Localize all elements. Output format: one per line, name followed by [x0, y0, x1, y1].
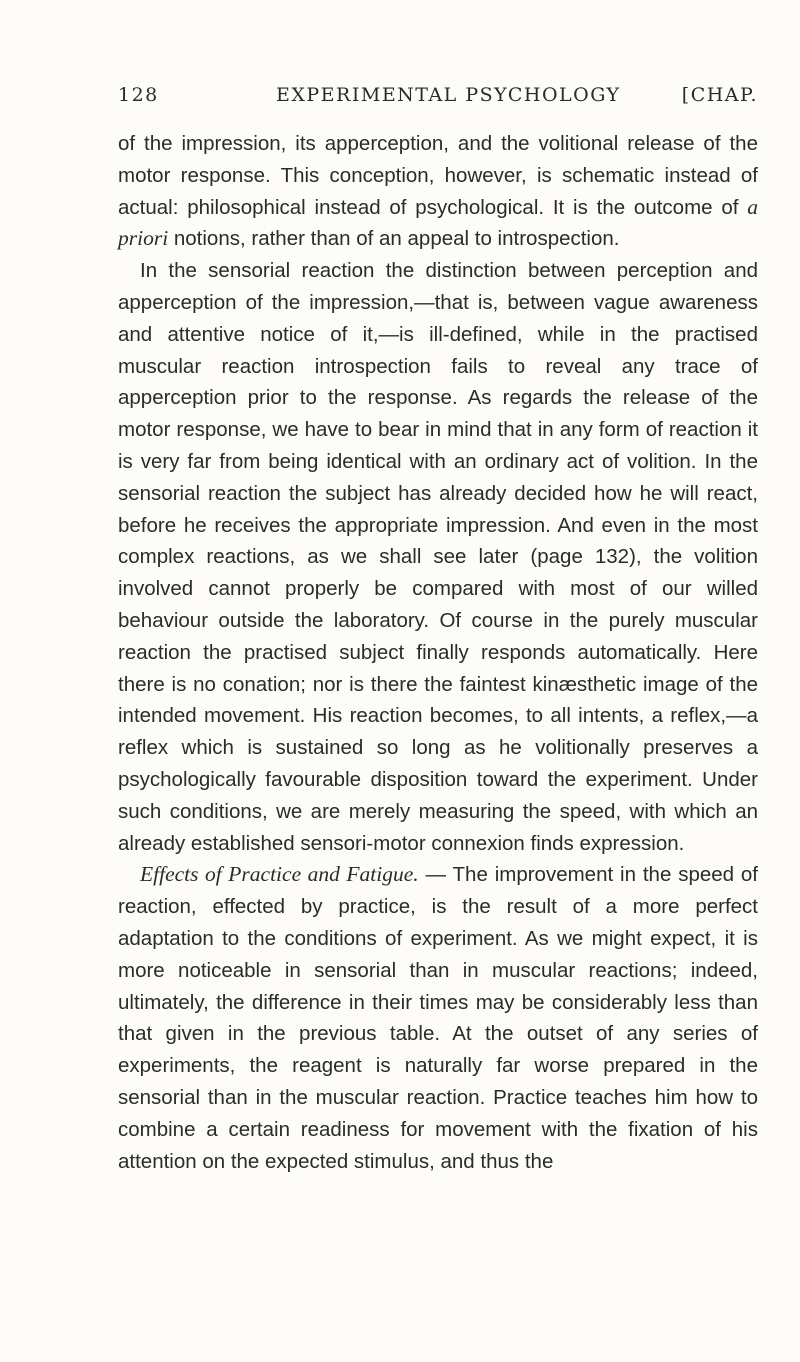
running-title: EXPERIMENTAL PSYCHOLOGY — [276, 84, 621, 106]
paragraph-3-text: — The improvement in the speed of reaction, effected by practice, is the result of a more perfect adaptation to the conditions of experiment. As we might expect, it is more noticeable in sensorial than in muscular reactions; indeed, ultimately, the difference in their times may be considerably less than that given in the previous table. At the outset of any series of experiments, the reagent is naturally far worse prepared in the sensorial than in the muscular reaction. Practice teaches him how to combine a certain readiness for movement with the fixation of his attention on the expected stimulus, and thus the — [118, 863, 758, 1173]
paragraph-1-text-b: notions, rather than of an appeal to introspection. — [168, 227, 620, 251]
page-number: 128 — [118, 84, 159, 106]
paragraph-continued — [118, 128, 758, 255]
paragraph-1-text-a: of the impression, its apperception, and the volitional release of the motor response. This conception, however, is schematic instead of actual: philosophical instead of psychological. It is the outcome of — [118, 132, 758, 219]
section-heading-practice-fatigue: Effects of Practice and Fatigue. — [140, 862, 419, 887]
chapter-label: [CHAP. — [681, 84, 758, 106]
a-priori-italic: a priori — [118, 194, 758, 251]
page-body — [118, 128, 758, 1177]
paragraph-practice-fatigue — [118, 859, 758, 1177]
paragraph-sensorial-reaction: In the sensorial reaction the distinction between perception and apperception of the impression,—that is, between vague awareness and attentive notice of it,—is ill-defined, while in the practised muscular reaction introspection fails to reveal any trace of apperception prior to the response. As regards the release of the motor response, we have to bear in mind that in any form of reaction it is very far from being identical with an ordinary act of volition. In the sensorial reaction the subject has already decided how he will react, before he receives the appropriate impression. And even in the most complex reactions, as we shall see later (page 132), the volition involved cannot properly be compared with most of our willed behaviour outside the laboratory. Of course in the purely muscular reaction the practised subject finally responds automatically. Here there is no conation; nor is there the faintest kinæsthetic image of the intended movement. His reaction becomes, to all intents, a reflex,—a reflex which is sustained so long as he volitionally preserves a psychologically favourable disposition toward the experiment. Under such conditions, we are merely measuring the speed, with which an already established sensori-motor connexion finds expression. — [118, 259, 758, 855]
running-header — [118, 84, 758, 112]
